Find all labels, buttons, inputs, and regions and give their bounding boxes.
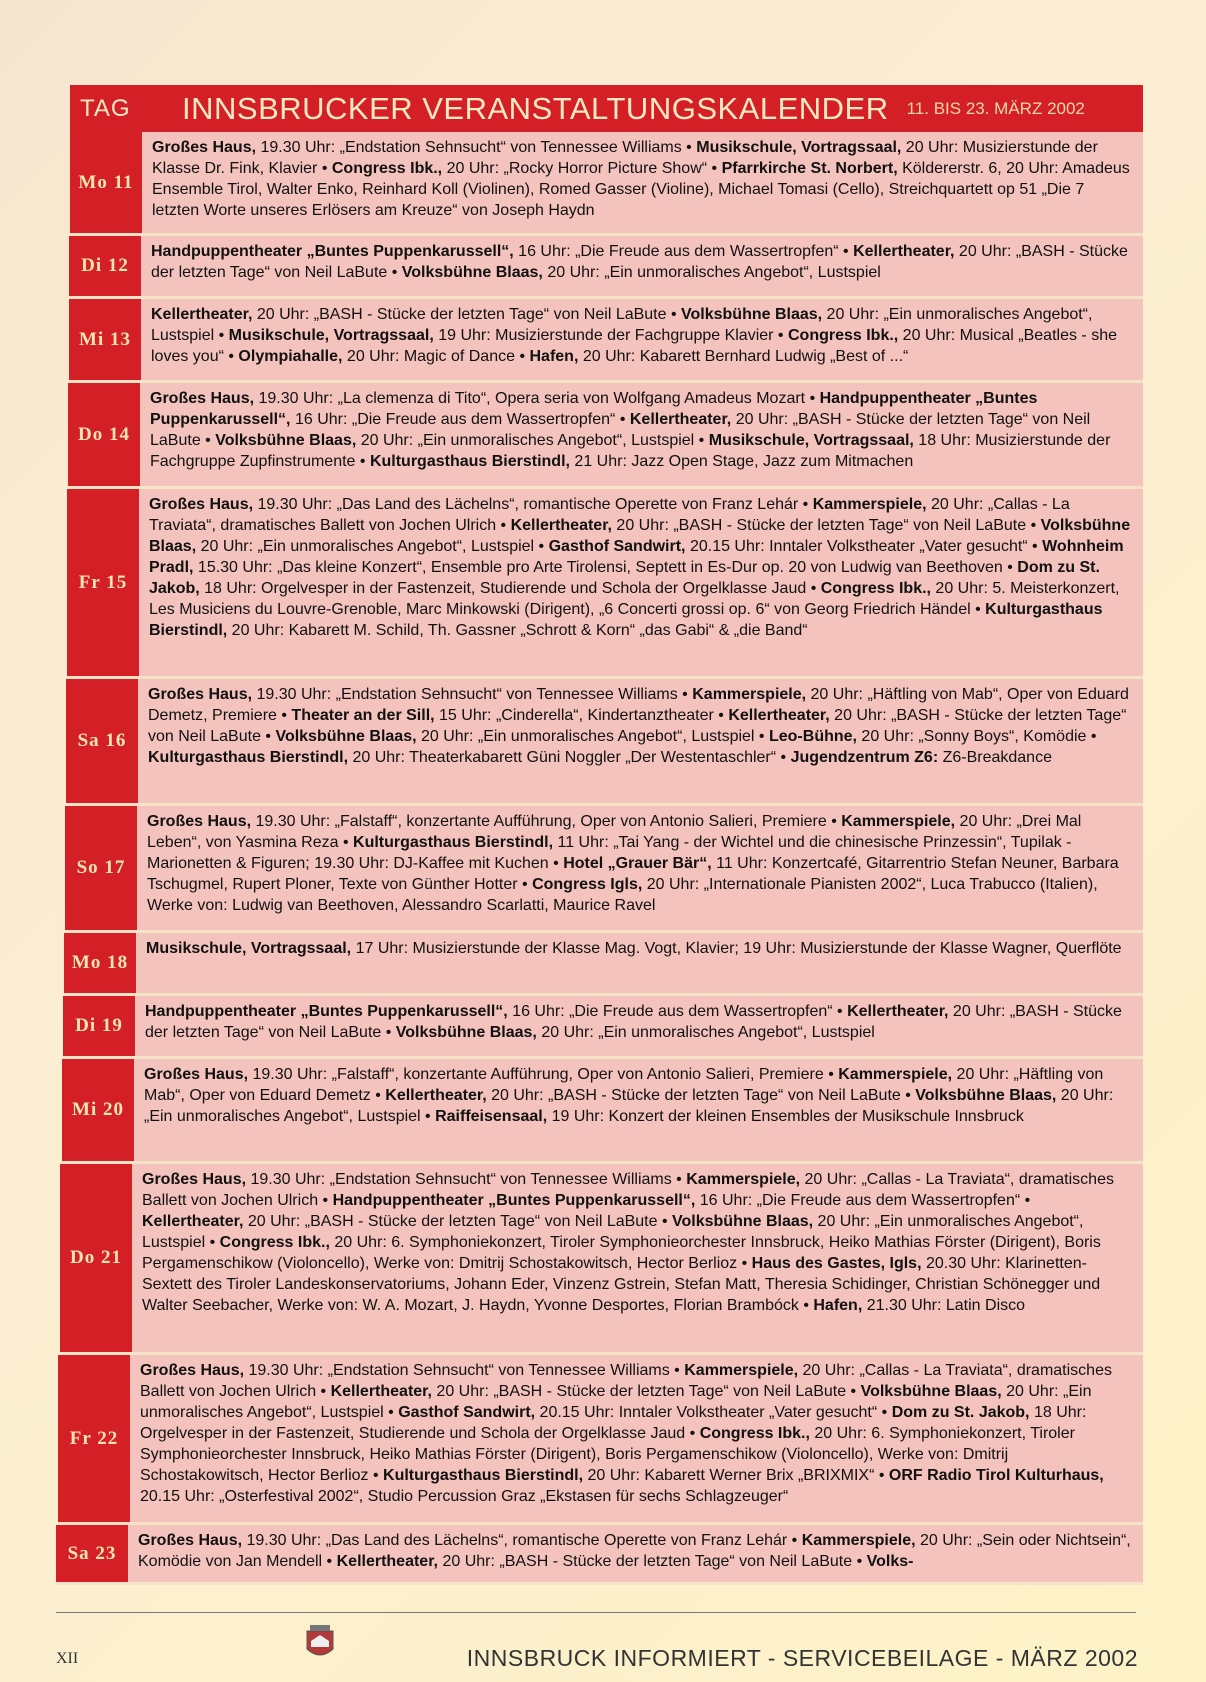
venue-name: Großes Haus, bbox=[152, 139, 257, 156]
day-events bbox=[140, 383, 1143, 489]
venue-name: Kellertheater, bbox=[510, 517, 612, 534]
event-details: 20 Uhr: „Callas - La Traviata“, dramatisches Ballett von Jochen Ulrich • bbox=[142, 1171, 1114, 1209]
venue-name: Wohnheim Pradl, bbox=[149, 538, 1124, 576]
tag-label: TAG bbox=[80, 94, 131, 122]
event-details: 20 Uhr: „Sonny Boys“, Komödie • bbox=[856, 728, 1097, 745]
event-details: 20 Uhr: „Ein unmoralisches Angebot“, Lustspiel • bbox=[356, 432, 709, 449]
event-details: 20 Uhr: 6. Symphoniekonzert, Tiroler Symphonieorchester Innsbruck, Heiko Mathias Förster (Dirigent), Boris Pergamenschikow (Violoncello), Werke von: Dmitrij Schostakowitsch, Hector Berlioz • bbox=[140, 1425, 1075, 1484]
event-details: 20 Uhr: 6. Symphoniekonzert, Tiroler Symphonieorchester Innsbruck, Heiko Mathias Förster (Dirigent), Boris Pergamenschikow (Violoncello), Werke von: Dmitrij Schostakowitsch, Hector Berlioz • bbox=[142, 1234, 1101, 1272]
venue-name: Haus des Gastes, Igls, bbox=[751, 1255, 922, 1272]
day-label: Di 12 bbox=[69, 236, 141, 299]
event-details: 19.30 Uhr: „Das Land des Lächelns“, romantische Operette von Franz Lehár • bbox=[242, 1532, 802, 1549]
venue-name: Großes Haus, bbox=[147, 813, 252, 830]
venue-name: Kellertheater, bbox=[330, 1383, 432, 1400]
venue-name: Volksbühne Blaas, bbox=[149, 517, 1131, 555]
day-label: So 17 bbox=[65, 806, 137, 933]
venue-name: Congress Igls, bbox=[532, 876, 643, 893]
venue-name: Volksbühne Blaas, bbox=[401, 264, 543, 281]
event-details: 20 Uhr: Musizierstunde der Klasse Dr. Fink, Klavier • bbox=[152, 139, 1098, 177]
day-events bbox=[142, 132, 1143, 236]
venue-name: Kammerspiele, bbox=[838, 1066, 953, 1083]
event-details: 20 Uhr: Musical „Beatles - she loves you“ • bbox=[151, 327, 1117, 365]
event-details: 20.15 Uhr: Inntaler Volkstheater „Vater gesucht“ • bbox=[535, 1404, 892, 1421]
venue-name: Kammerspiele, bbox=[812, 496, 927, 513]
event-details: 20 Uhr: „BASH - Stücke der letzten Tage“ von Neil LaBute • bbox=[145, 1003, 1122, 1041]
venue-name: Hotel „Grauer Bär“, bbox=[563, 855, 712, 872]
day-label: Do 21 bbox=[60, 1164, 132, 1355]
event-details: 20 Uhr: „BASH - Stücke der letzten Tage“ von Neil LaBute • bbox=[150, 411, 1091, 449]
event-details: 19.30 Uhr: „La clemenza di Tito“, Opera seria von Wolfgang Amadeus Mozart • bbox=[254, 390, 820, 407]
venue-name: Kulturgasthaus Bierstindl, bbox=[148, 749, 349, 766]
venue-name: Kellertheater, bbox=[151, 306, 253, 323]
venue-name: Kammerspiele, bbox=[686, 1171, 801, 1188]
event-details: 20 Uhr: „BASH - Stücke der letzten Tage“ von Neil LaBute • bbox=[486, 1087, 916, 1104]
event-details: 20 Uhr: „Drei Mal Leben“, von Yasmina Reza • bbox=[147, 813, 1082, 851]
day-label: Mi 20 bbox=[62, 1059, 134, 1164]
event-details: 19.30 Uhr: „Endstation Sehnsucht“ von Tennessee Williams • bbox=[256, 139, 697, 156]
event-details: 18 Uhr: Musizierstunde der Fachgruppe Zupfinstrumente • bbox=[150, 432, 1111, 470]
event-details: 20 Uhr: „Ein unmoralisches Angebot“, Lustspiel • bbox=[144, 1087, 1114, 1125]
event-details: 20 Uhr: „BASH - Stücke der letzten Tage“ von Neil LaBute • bbox=[252, 306, 682, 323]
event-details: 11 Uhr: „Tai Yang - der Wichtel und die chinesische Prinzessin“, Tupilak - Marionetten & Figuren; 19.30 Uhr: DJ-Kaffee mit Kuchen • bbox=[147, 834, 1072, 872]
venue-name: Olympiahalle, bbox=[238, 348, 343, 365]
event-details: 19.30 Uhr: „Endstation Sehnsucht“ von Tennessee Williams • bbox=[246, 1171, 687, 1188]
day-row bbox=[62, 1059, 1143, 1164]
event-details: 16 Uhr: „Die Freude aus dem Wassertropfen“ • bbox=[507, 1003, 848, 1020]
event-details: 20 Uhr: „BASH - Stücke der letzten Tage“ von Neil LaBute • bbox=[431, 1383, 861, 1400]
event-details: 20 Uhr: „Ein unmoralisches Angebot“, Lustspiel • bbox=[196, 538, 549, 555]
day-row bbox=[69, 236, 1143, 299]
event-details: 20 Uhr: „BASH - Stücke der letzten Tage“ von Neil LaBute • bbox=[151, 243, 1128, 281]
venue-name: Jugendzentrum Z6: bbox=[790, 749, 939, 766]
day-label: Fr 15 bbox=[67, 489, 139, 679]
venue-name: Kulturgasthaus Bierstindl, bbox=[369, 453, 570, 470]
day-row bbox=[68, 383, 1143, 489]
event-details: 16 Uhr: „Die Freude aus dem Wassertropfen“ • bbox=[695, 1192, 1031, 1209]
venue-name: Kammerspiele, bbox=[801, 1532, 916, 1549]
venue-name: Volksbühne Blaas, bbox=[395, 1024, 537, 1041]
venue-name: Musikschule, Vortragssaal, bbox=[708, 432, 914, 449]
venue-name: Großes Haus, bbox=[138, 1532, 243, 1549]
venue-name: Hafen, bbox=[529, 348, 579, 365]
venue-name: Volksbühne Blaas, bbox=[275, 728, 417, 745]
venue-name: Theater an der Sill, bbox=[291, 707, 435, 724]
event-details: 19.30 Uhr: „Falstaff“, konzertante Aufführung, Oper von Antonio Salieri, Premiere • bbox=[251, 813, 842, 830]
event-details: 20 Uhr: „Ein unmoralisches Angebot“, Lustspiel bbox=[542, 264, 881, 281]
event-details: 20 Uhr: „Sein oder Nichtsein“, Komödie von Jan Mendell • bbox=[138, 1532, 1131, 1570]
venue-name: Volksbühne Blaas, bbox=[215, 432, 357, 449]
page-number: XII bbox=[56, 1650, 79, 1667]
venue-name: Dom zu St. Jakob, bbox=[891, 1404, 1030, 1421]
venue-name: Kellertheater, bbox=[853, 243, 955, 260]
venue-name: Congress Ibk., bbox=[331, 160, 443, 177]
event-details: 20 Uhr: „Ein unmoralisches Angebot“, Lustspiel • bbox=[142, 1213, 1084, 1251]
event-details: 20 Uhr: „Ein unmoralisches Angebot“, Lustspiel bbox=[536, 1024, 875, 1041]
day-row bbox=[58, 1355, 1143, 1525]
footer-divider bbox=[56, 1612, 1136, 1613]
venue-name: Kellertheater, bbox=[336, 1553, 438, 1570]
venue-name: Kammerspiele, bbox=[841, 813, 956, 830]
event-details: 20 Uhr: „Ein unmoralisches Angebot“, Lustspiel • bbox=[416, 728, 769, 745]
venue-name: Volksbühne Blaas, bbox=[915, 1087, 1057, 1104]
event-details: 19 Uhr: Musizierstunde der Fachgruppe Klavier • bbox=[433, 327, 788, 344]
venue-name: Hafen, bbox=[813, 1297, 863, 1314]
venue-name: Kulturgasthaus Bierstindl, bbox=[149, 601, 1103, 639]
day-events bbox=[134, 1059, 1143, 1164]
day-row bbox=[63, 996, 1143, 1059]
day-row bbox=[66, 679, 1143, 806]
venue-name: Volksbühne Blaas, bbox=[681, 306, 823, 323]
venue-name: Großes Haus, bbox=[150, 390, 255, 407]
event-details: 20.15 Uhr: „Osterfestival 2002“, Studio Percussion Graz „Ekstasen für sechs Schlagzeuger“ bbox=[140, 1488, 789, 1505]
venue-name: Congress Ibk., bbox=[219, 1234, 330, 1251]
venue-name: Leo-Bühne, bbox=[768, 728, 857, 745]
event-details: 20 Uhr: Kabarett Werner Brix „BRIXMIX“ • bbox=[583, 1467, 889, 1484]
event-details: 20 Uhr: 5. Meisterkonzert, Les Musiciens du Louvre-Grenoble, Marc Minkowski (Dirigent), „6 Concerti grossi op. 6“ von Georg Friedrich Händel • bbox=[149, 580, 1120, 618]
event-details: 16 Uhr: „Die Freude aus dem Wassertropfen“ • bbox=[513, 243, 854, 260]
day-row bbox=[67, 489, 1143, 679]
event-details: 20 Uhr: „Häftling von Mab“, Oper von Eduard Demetz, Premiere • bbox=[148, 686, 1129, 724]
venue-name: Großes Haus, bbox=[142, 1171, 247, 1188]
venue-name: Musikschule, Vortragssaal, bbox=[228, 327, 434, 344]
event-details: 19.30 Uhr: „Falstaff“, konzertante Aufführung, Oper von Antonio Salieri, Premiere • bbox=[248, 1066, 839, 1083]
event-details: 17 Uhr: Musizierstunde der Klasse Mag. Vogt, Klavier; 19 Uhr: Musizierstunde der Klasse Wagner, Querflöte bbox=[351, 940, 1122, 957]
day-label: Mi 13 bbox=[69, 299, 141, 383]
day-events bbox=[132, 1164, 1143, 1355]
day-events bbox=[128, 1525, 1143, 1585]
event-details: 21.30 Uhr: Latin Disco bbox=[862, 1297, 1026, 1314]
venue-name: Großes Haus, bbox=[149, 496, 254, 513]
venue-name: Kellertheater, bbox=[728, 707, 830, 724]
event-details: 20 Uhr: Magic of Dance • bbox=[342, 348, 530, 365]
venue-name: Gasthof Sandwirt, bbox=[398, 1404, 536, 1421]
event-details: 20 Uhr: „Häftling von Mab“, Oper von Eduard Demetz • bbox=[144, 1066, 1104, 1104]
event-details: 19.30 Uhr: „Endstation Sehnsucht“ von Tennessee Williams • bbox=[244, 1362, 685, 1379]
event-details: 15 Uhr: „Cinderella“, Kindertanztheater • bbox=[434, 707, 729, 724]
venue-name: Kulturgasthaus Bierstindl, bbox=[383, 1467, 584, 1484]
event-details: 20 Uhr: Theaterkabarett Güni Noggler „Der Westentaschler“ • bbox=[348, 749, 791, 766]
venue-name: Musikschule, Vortragssaal, bbox=[696, 139, 902, 156]
date-range: 11. BIS 23. MÄRZ 2002 bbox=[906, 98, 1085, 118]
venue-name: Kulturgasthaus Bierstindl, bbox=[353, 834, 554, 851]
day-label: Sa 16 bbox=[66, 679, 138, 806]
venue-name: Handpuppentheater „Buntes Puppenkarussell“, bbox=[332, 1192, 696, 1209]
day-row bbox=[70, 132, 1143, 236]
day-label: Sa 23 bbox=[56, 1525, 128, 1585]
day-events bbox=[139, 489, 1143, 679]
event-details: 20 Uhr: Kabarett Bernhard Ludwig „Best of ...“ bbox=[578, 348, 909, 365]
venue-name: Dom zu St. Jakob, bbox=[149, 559, 1100, 597]
day-row bbox=[69, 299, 1143, 383]
day-label: Di 19 bbox=[63, 996, 135, 1059]
day-row bbox=[60, 1164, 1143, 1355]
event-details: 20 Uhr: „BASH - Stücke der letzten Tage“ von Neil LaBute • bbox=[243, 1213, 673, 1230]
event-details: 20 Uhr: „Callas - La Traviata“, dramatisches Ballett von Jochen Ulrich • bbox=[140, 1362, 1112, 1400]
venue-name: Volksbühne Blaas, bbox=[672, 1213, 814, 1230]
venue-name: ORF Radio Tirol Kulturhaus, bbox=[888, 1467, 1104, 1484]
venue-name: Handpuppentheater „Buntes Puppenkarussell“, bbox=[150, 390, 1038, 428]
event-details: 19 Uhr: Konzert der kleinen Ensembles der Musikschule Innsbruck bbox=[547, 1108, 1024, 1125]
venue-name: Congress Ibk., bbox=[787, 327, 899, 344]
venue-name: Handpuppentheater „Buntes Puppenkarussell“, bbox=[145, 1003, 508, 1020]
event-details: 20.30 Uhr: Klarinetten-Sextett des Tiroler Landeskonservatoriums, Johann Eder, Vinzenz Gstrein, Stefan Matt, Theresia Schidinger, Christian Schönegger und Walter Seebacher, Werke von: W. A. Mozart, J. Haydn, Yvonne Desportes, Florian Brambóck • bbox=[142, 1255, 1101, 1314]
venue-name: Congress Ibk., bbox=[820, 580, 931, 597]
event-details: 18 Uhr: Orgelvesper in der Fastenzeit, Studierende und Schola der Orgelklasse Jaud • bbox=[199, 580, 821, 597]
event-details: 11 Uhr: Konzertcafé, Gitarrentrio Stefan Neuner, Barbara Tschugmel, Rupert Ploner, Texte von Günther Hotter • bbox=[147, 855, 1119, 893]
calendar-header bbox=[70, 85, 1143, 132]
venue-name: Musikschule, Vortragssaal, bbox=[146, 940, 352, 957]
event-details: 20 Uhr: „Callas - La Traviata“, dramatisches Ballett von Jochen Ulrich • bbox=[149, 496, 1070, 534]
calendar-title: INNSBRUCKER VERANSTALTUNGSKALENDER bbox=[182, 90, 889, 126]
venue-name: Pfarrkirche St. Norbert, bbox=[721, 160, 898, 177]
event-details: 19.30 Uhr: „Das Land des Lächelns“, romantische Operette von Franz Lehár • bbox=[253, 496, 813, 513]
day-events bbox=[130, 1355, 1143, 1525]
event-details: 20 Uhr: „BASH - Stücke der letzten Tage“ von Neil LaBute • bbox=[438, 1553, 867, 1570]
venue-name: Congress Ibk., bbox=[699, 1425, 810, 1442]
event-details: 20 Uhr: „Rocky Horror Picture Show“ • bbox=[442, 160, 722, 177]
event-details: 20 Uhr: „Ein unmoralisches Angebot“, Lustspiel • bbox=[140, 1383, 1092, 1421]
venue-name: Kellertheater, bbox=[847, 1003, 949, 1020]
day-events bbox=[135, 996, 1143, 1059]
venue-name: Kammerspiele, bbox=[684, 1362, 799, 1379]
day-label: Mo 11 bbox=[70, 132, 142, 236]
event-details: 20 Uhr: „BASH - Stücke der letzten Tage“ von Neil LaBute • bbox=[611, 517, 1041, 534]
day-row bbox=[65, 806, 1143, 933]
event-details: 21 Uhr: Jazz Open Stage, Jazz zum Mitmachen bbox=[569, 453, 914, 470]
venue-name: Kammerspiele, bbox=[692, 686, 807, 703]
venue-name: Raiffeisensaal, bbox=[435, 1108, 548, 1125]
day-label: Do 14 bbox=[68, 383, 140, 489]
venue-name: Handpuppentheater „Buntes Puppenkarussell“, bbox=[151, 243, 514, 260]
day-events bbox=[137, 806, 1143, 933]
day-events bbox=[138, 679, 1143, 806]
venue-name: Kellertheater, bbox=[385, 1087, 487, 1104]
venue-name: Volksbühne Blaas, bbox=[860, 1383, 1002, 1400]
venue-name: Gasthof Sandwirt, bbox=[548, 538, 686, 555]
day-row bbox=[56, 1525, 1143, 1585]
day-events bbox=[141, 236, 1143, 299]
event-details: 19.30 Uhr: „Endstation Sehnsucht“ von Tennessee Williams • bbox=[252, 686, 693, 703]
event-details: 20 Uhr: „BASH - Stücke der letzten Tage“ von Neil LaBute • bbox=[148, 707, 1127, 745]
venue-name: Großes Haus, bbox=[144, 1066, 249, 1083]
day-row bbox=[64, 933, 1143, 996]
event-details: Köldererstr. 6, 20 Uhr: Amadeus Ensemble Tirol, Walter Enko, Reinhard Koll (Violinen), Romed Gasser (Violine), Michael Tomasi (Cello), Streichquartett op 51 „Die 7 letzten Worte unseres Erlösers am Kreuze“ von Joseph Haydn bbox=[152, 160, 1130, 219]
event-details: Z6-Breakdance bbox=[938, 749, 1052, 766]
event-details: 20 Uhr: „Internationale Pianisten 2002“, Luca Trabucco (Italien), Werke von: Ludwig van Beethoven, Alessandro Scarlatti, Maurice Ravel bbox=[147, 876, 1098, 914]
day-events bbox=[141, 299, 1143, 383]
day-label: Fr 22 bbox=[58, 1355, 130, 1525]
venue-name: Volks- bbox=[866, 1553, 914, 1570]
event-details: 16 Uhr: „Die Freude aus dem Wassertropfen“ • bbox=[290, 411, 630, 428]
city-crest-icon bbox=[305, 1623, 335, 1663]
event-details: 18 Uhr: Orgelvesper in der Fastenzeit, Studierende und Schola der Orgelklasse Jaud • bbox=[140, 1404, 1087, 1442]
event-details: 20.15 Uhr: Inntaler Volkstheater „Vater gesucht“ • bbox=[685, 538, 1043, 555]
day-events bbox=[136, 933, 1143, 996]
day-label: Mo 18 bbox=[64, 933, 136, 996]
event-details: 15.30 Uhr: „Das kleine Konzert“, Ensemble pro Arte Tirolensi, Septett in Es-Dur op. 20 von Ludwig van Beethoven • bbox=[193, 559, 1018, 576]
venue-name: Kellertheater, bbox=[629, 411, 732, 428]
venue-name: Kellertheater, bbox=[142, 1213, 244, 1230]
venue-name: Großes Haus, bbox=[140, 1362, 245, 1379]
venue-name: Großes Haus, bbox=[148, 686, 253, 703]
event-details: 20 Uhr: „Ein unmoralisches Angebot“, Lustspiel • bbox=[151, 306, 1093, 344]
footer-text: INNSBRUCK INFORMIERT - SERVICEBEILAGE - MÄRZ 2002 bbox=[466, 1645, 1138, 1671]
event-details: 20 Uhr: Kabarett M. Schild, Th. Gassner „Schrott & Korn“ „das Gabi“ & „die Band“ bbox=[227, 622, 808, 639]
